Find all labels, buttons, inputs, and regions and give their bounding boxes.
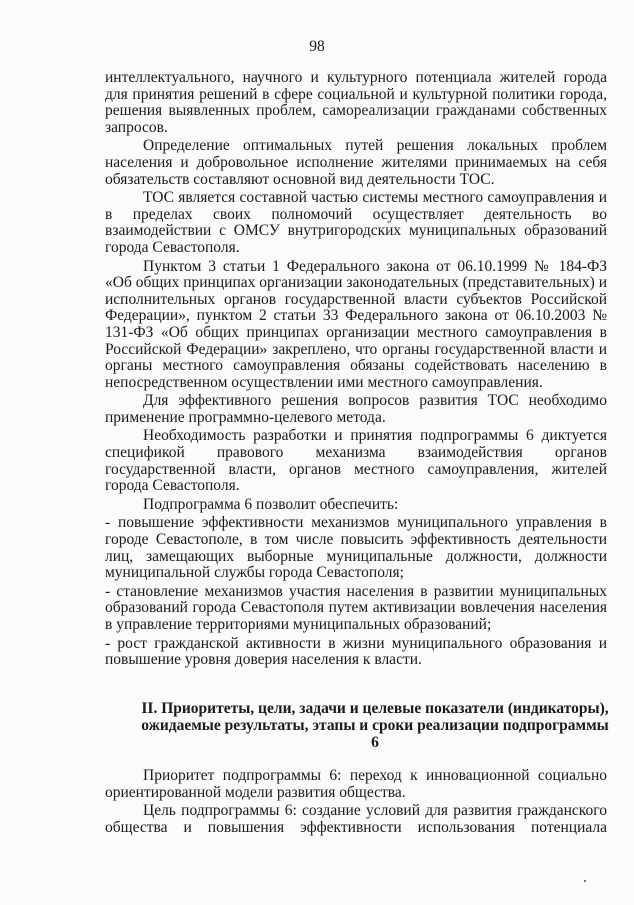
paragraph: интеллектуального, научного и культурного потенциала жителей города для принятия решений в сфере социальной и культурной политики города, решения выявленных проблем, самореализации гражданами собственных запросов. bbox=[105, 69, 607, 136]
main-text bbox=[105, 70, 607, 671]
section-heading: II. Приоритеты, цели, задачи и целевые показатели (индикаторы), ожидаемые результаты, этапы и сроки реализации подпрограммы 6 bbox=[141, 700, 609, 751]
scan-speck bbox=[584, 880, 586, 882]
paragraph: Определение оптимальных путей решения локальных проблем населения и добровольное исполнение жителями принимаемых на себя обязательств составляют основной вид деятельности ТОС. bbox=[105, 137, 607, 188]
paragraph: Цель подпрограммы 6: создание условий для развития гражданского общества и повышения эффективности использования потенциала bbox=[105, 802, 607, 836]
paragraph: Пунктом 3 статьи 1 Федерального закона от 06.10.1999 № 184-ФЗ «Об общих принципах организации законодательных (представительных) и исполнительных органов государственной власти субъектов Российской Федерации», пунктом 2 статьи 33 Федерального закона от 06.10.2003 № 131-ФЗ «Об общих принципах организации местного самоуправления в Российской Федерации» закреплено, что органы государственной власти и органы местного самоуправления обязаны содействовать населению в непосредственном осуществлении ими местного самоуправления. bbox=[105, 257, 607, 391]
paragraph: ТОС является составной частью системы местного самоуправления и в пределах своих полномочий осуществляет деятельность во взаимодействии с ОМСУ внутригородских муниципальных образований города Севастополя. bbox=[105, 189, 607, 256]
page-number: 98 bbox=[309, 38, 325, 55]
paragraph: Подпрограмма 6 позволит обеспечить: bbox=[143, 495, 399, 513]
section-text bbox=[105, 768, 607, 838]
list-item: - повышение эффективности механизмов муниципального управления в городе Севастополе, в том числе повысить эффективность деятельности лиц, замещающих выборные муниципальные должности, должности муниципальной службы города Севастополя; bbox=[105, 514, 607, 582]
paragraph: Для эффективного решения вопросов развития ТОС необходимо применение программно-целевого метода. bbox=[105, 392, 607, 426]
paragraph: Необходимость разработки и принятия подпрограммы 6 диктуется спецификой правового механизма взаимодействия органов государственной власти, органов местного самоуправления, жителей города Севастополя. bbox=[105, 427, 607, 495]
list-item: - рост гражданской активности в жизни муниципального образования и повышение уровня доверия населения к власти. bbox=[105, 634, 607, 669]
list-item: - становление механизмов участия населения в развитии муниципальных образований города Севастополя путем активизации вовлечения населения в управление территориями муниципальных образований; bbox=[105, 582, 607, 633]
paragraph: Приоритет подпрограммы 6: переход к инновационной социально ориентированной модели развития общества. bbox=[105, 767, 607, 801]
